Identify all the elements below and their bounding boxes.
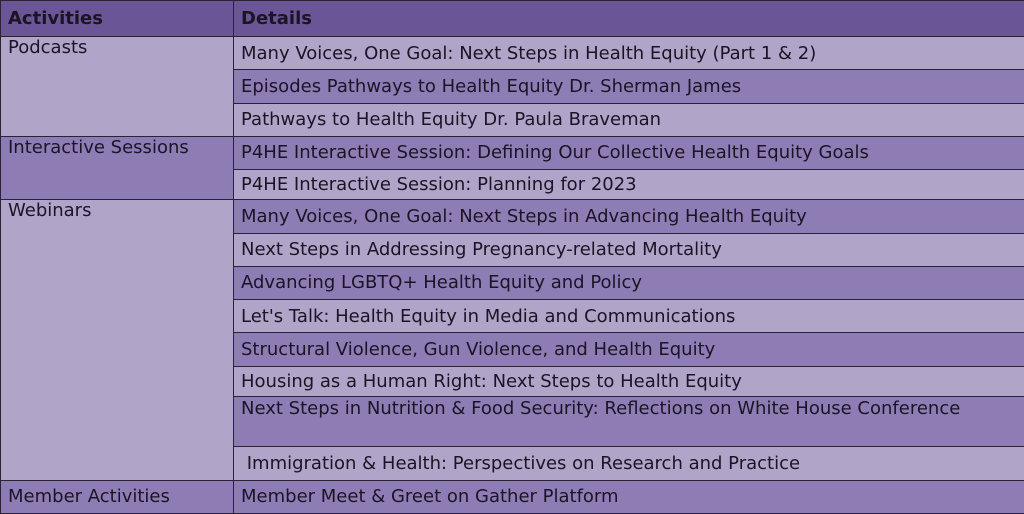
detail-cell: Many Voices, One Goal: Next Steps in Health Equity (Part 1 & 2) [234,37,1024,70]
header-activities: Activities [1,1,234,37]
table-row [1,200,1024,233]
table-row [1,480,1024,513]
detail-cell: Immigration & Health: Perspectives on Research and Practice [234,447,1024,480]
table-row [1,37,1024,70]
detail-cell: Episodes Pathways to Health Equity Dr. Sherman James [234,70,1024,103]
detail-cell: Member Meet & Greet on Gather Platform [234,480,1024,513]
detail-cell: Next Steps in Addressing Pregnancy-related Mortality [234,233,1024,266]
detail-cell: Many Voices, One Goal: Next Steps in Advancing Health Equity [234,200,1024,233]
header-row [1,1,1024,37]
activity-webinars: Webinars [1,200,234,480]
detail-cell: Let's Talk: Health Equity in Media and Communications [234,300,1024,333]
detail-cell: Advancing LGBTQ+ Health Equity and Policy [234,266,1024,299]
detail-cell: P4HE Interactive Session: Defining Our Collective Health Equity Goals [234,136,1024,169]
table-row [1,136,1024,169]
detail-cell: Pathways to Health Equity Dr. Paula Braveman [234,103,1024,136]
activity-interactive-sessions: Interactive Sessions [1,136,234,200]
detail-cell: Structural Violence, Gun Violence, and Health Equity [234,333,1024,366]
header-details: Details [234,1,1024,37]
detail-cell: Housing as a Human Right: Next Steps to Health Equity [234,366,1024,396]
activity-podcasts: Podcasts [1,37,234,137]
detail-cell: P4HE Interactive Session: Planning for 2023 [234,170,1024,200]
detail-cell: Next Steps in Nutrition & Food Security: Reflections on White House Conference [234,396,1024,446]
activity-member-activities: Member Activities [1,480,234,513]
